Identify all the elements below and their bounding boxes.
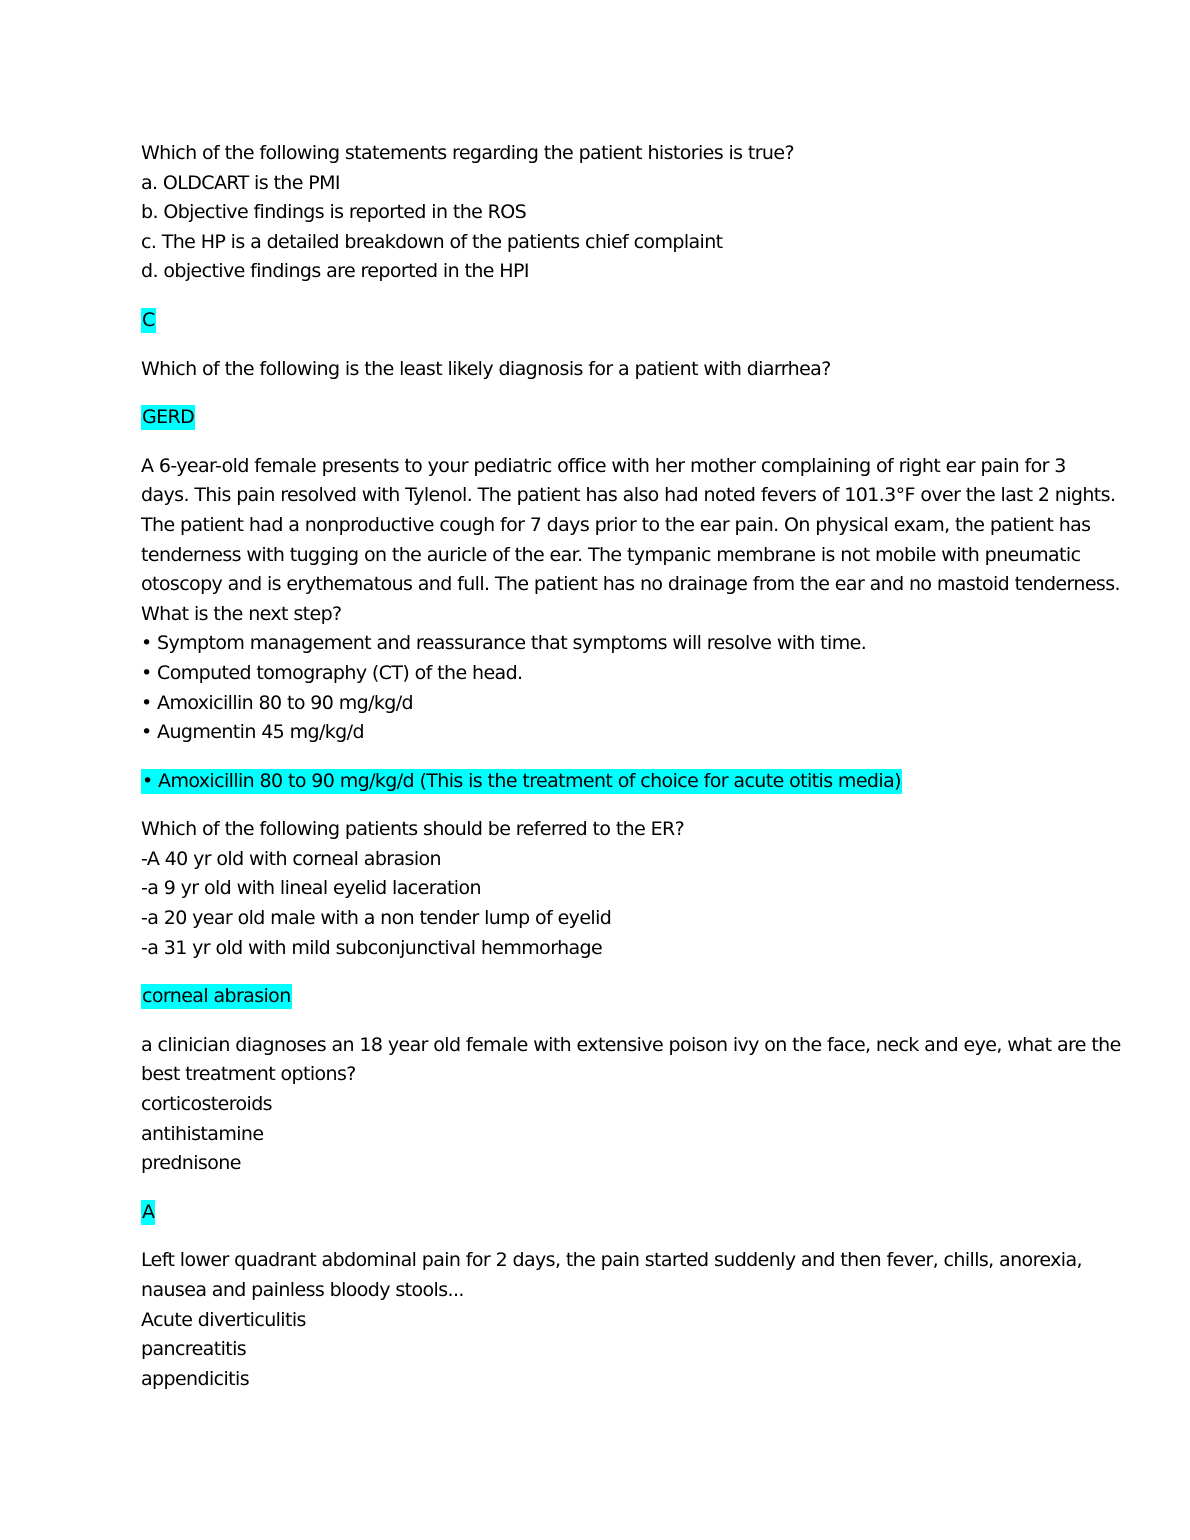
question-4 <box>141 815 1061 963</box>
answer-3-row <box>141 767 1061 797</box>
stem-line: best treatment options? <box>141 1063 356 1086</box>
stem-line: nausea and painless bloody stools... <box>141 1279 464 1301</box>
document-page <box>141 139 1121 1394</box>
option-c: c. The HP is a detailed breakdown of the patients chief complaint <box>141 230 723 253</box>
stem-line: What is the next step? <box>141 602 342 625</box>
option-3: prednisone <box>141 1152 241 1175</box>
option-1: • Symptom management and reassurance that symptoms will resolve with time. <box>141 632 867 655</box>
question-1 <box>141 139 1061 287</box>
highlighted-answer: corneal abrasion <box>142 985 291 1008</box>
question-5 <box>141 1031 1121 1179</box>
option-2: pancreatitis <box>141 1338 247 1361</box>
option-3: -a 20 year old male with a non tender lump of eyelid <box>141 907 612 930</box>
option-1: -A 40 yr old with corneal abrasion <box>141 847 441 870</box>
highlighted-answer: • Amoxicillin 80 to 90 mg/kg/d (This is the treatment of choice for acute otitis media) <box>142 769 901 792</box>
option-2: -a 9 yr old with lineal eyelid laceration <box>141 877 481 900</box>
answer-5-row <box>141 1198 1061 1228</box>
stem-line: days. This pain resolved with Tylenol. The patient has also had noted fevers of 101.3°F over the last 2 nights. <box>141 484 1116 507</box>
option-1: corticosteroids <box>141 1093 272 1116</box>
option-d: d. objective findings are reported in the HPI <box>141 260 529 283</box>
option-4: -a 31 yr old with mild subconjunctival hemmorhage <box>141 936 603 959</box>
question-text: Which of the following patients should be referred to the ER? <box>141 818 685 841</box>
answer-2-row <box>141 403 1061 433</box>
stem-line: The patient had a nonproductive cough for 7 days prior to the ear pain. On physical exam, the patient has <box>141 513 1091 536</box>
option-3: appendicitis <box>141 1367 249 1390</box>
highlighted-answer: A <box>142 1200 155 1223</box>
option-a: a. OLDCART is the PMI <box>141 171 340 194</box>
answer-1-row <box>141 306 1061 336</box>
question-text: Which of the following statements regarding the patient histories is true? <box>141 142 794 164</box>
highlighted-answer: GERD <box>142 406 195 429</box>
stem-line: a clinician diagnoses an 18 year old female with extensive poison ivy on the face, neck and eye, what are the <box>141 1033 1121 1056</box>
stem-line: tenderness with tugging on the auricle of the ear. The tympanic membrane is not mobile with pneumatic <box>141 543 1081 566</box>
answer-4-row <box>141 982 1061 1012</box>
option-4: • Augmentin 45 mg/kg/d <box>141 721 364 744</box>
stem-line: otoscopy and is erythematous and full. The patient has no drainage from the ear and no mastoid tenderness. <box>141 573 1120 596</box>
stem-line: A 6-year-old female presents to your pediatric office with her mother complaining of right ear pain for 3 <box>141 454 1066 477</box>
highlighted-answer: C <box>142 308 155 331</box>
stem-line: Left lower quadrant abdominal pain for 2 days, the pain started suddenly and then fever, chills, anorexia, <box>141 1249 1082 1272</box>
option-1: Acute diverticulitis <box>141 1308 306 1331</box>
question-text: Which of the following is the least likely diagnosis for a patient with diarrhea? <box>141 357 831 380</box>
option-b: b. Objective findings is reported in the ROS <box>141 201 527 224</box>
option-3: • Amoxicillin 80 to 90 mg/kg/d <box>141 691 414 714</box>
question-2 <box>141 355 1061 385</box>
option-2: • Computed tomography (CT) of the head. <box>141 661 523 684</box>
question-3 <box>141 452 1120 748</box>
question-6 <box>141 1246 1082 1394</box>
option-2: antihistamine <box>141 1122 264 1145</box>
